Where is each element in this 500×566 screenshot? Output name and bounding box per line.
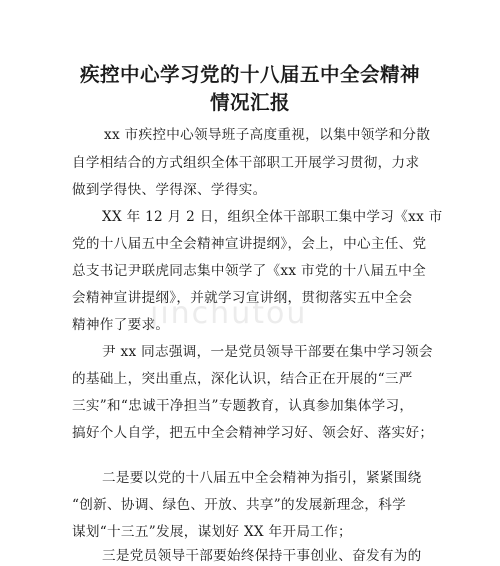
- document-title: [40, 61, 460, 117]
- paragraph-2-line-3: 总支书记尹联虎同志集中领学了《xx 市党的十八届五中全: [72, 263, 427, 279]
- paragraph-1-line-2: 自学相结合的方式组织全体干部职工开展学习贯彻，力求: [72, 155, 420, 171]
- paragraph-3-line-1: 尹 xx 同志强调，一是党员领导干部要在集中学习领会: [102, 344, 433, 360]
- paragraph-2-line-5: 精神作了要求。: [72, 317, 170, 333]
- paragraph-4-line-3: 谋划“十三五”发展，谋划好 XX 年开局工作；: [72, 524, 352, 540]
- paragraph-1-line-3: 做到学得快、学得深、学得实。: [72, 182, 267, 198]
- paragraph-4-line-1: 二是要以党的十八届五中全会精神为指引，紧紧围绕: [102, 470, 422, 486]
- paragraph-3-line-3: 三实”和“忠诚干净担当”专题教育，认真参加集体学习，: [72, 398, 414, 414]
- title-line-1: 疾控中心学习党的十八届五中全会精神: [79, 63, 420, 86]
- paragraph-5-line-1: 三是党员领导干部要始终保持干事创业、奋发有为的: [102, 548, 422, 564]
- paragraph-2-line-2: 党的十八届五中全会精神宣讲提纲》，会上，中心主任、党: [72, 236, 427, 252]
- paragraph-1-line-1: xx 市疾控中心领导班子高度重视，以集中领学和分散: [104, 127, 431, 143]
- paragraph-3-line-2: 的基础上，突出重点，深化认识，结合正在开展的“三严: [72, 371, 413, 387]
- title-line-2: 情况汇报: [209, 91, 290, 114]
- paragraph-2-line-1: XX 年 12 月 2 日，组织全体干部职工集中学习《xx 市: [102, 209, 443, 225]
- paragraph-3-line-4: 搞好个人自学，把五中全会精神学习好、领会好、落实好；: [72, 425, 434, 441]
- paragraph-2-line-4: 会精神宣讲提纲》，并就学习宣讲纲，贯彻落实五中全会: [72, 290, 413, 306]
- watermark: jinchutou: [150, 296, 308, 331]
- paragraph-4-line-2: “创新、协调、绿色、开放、共享”的发展新理念，科学: [72, 497, 407, 513]
